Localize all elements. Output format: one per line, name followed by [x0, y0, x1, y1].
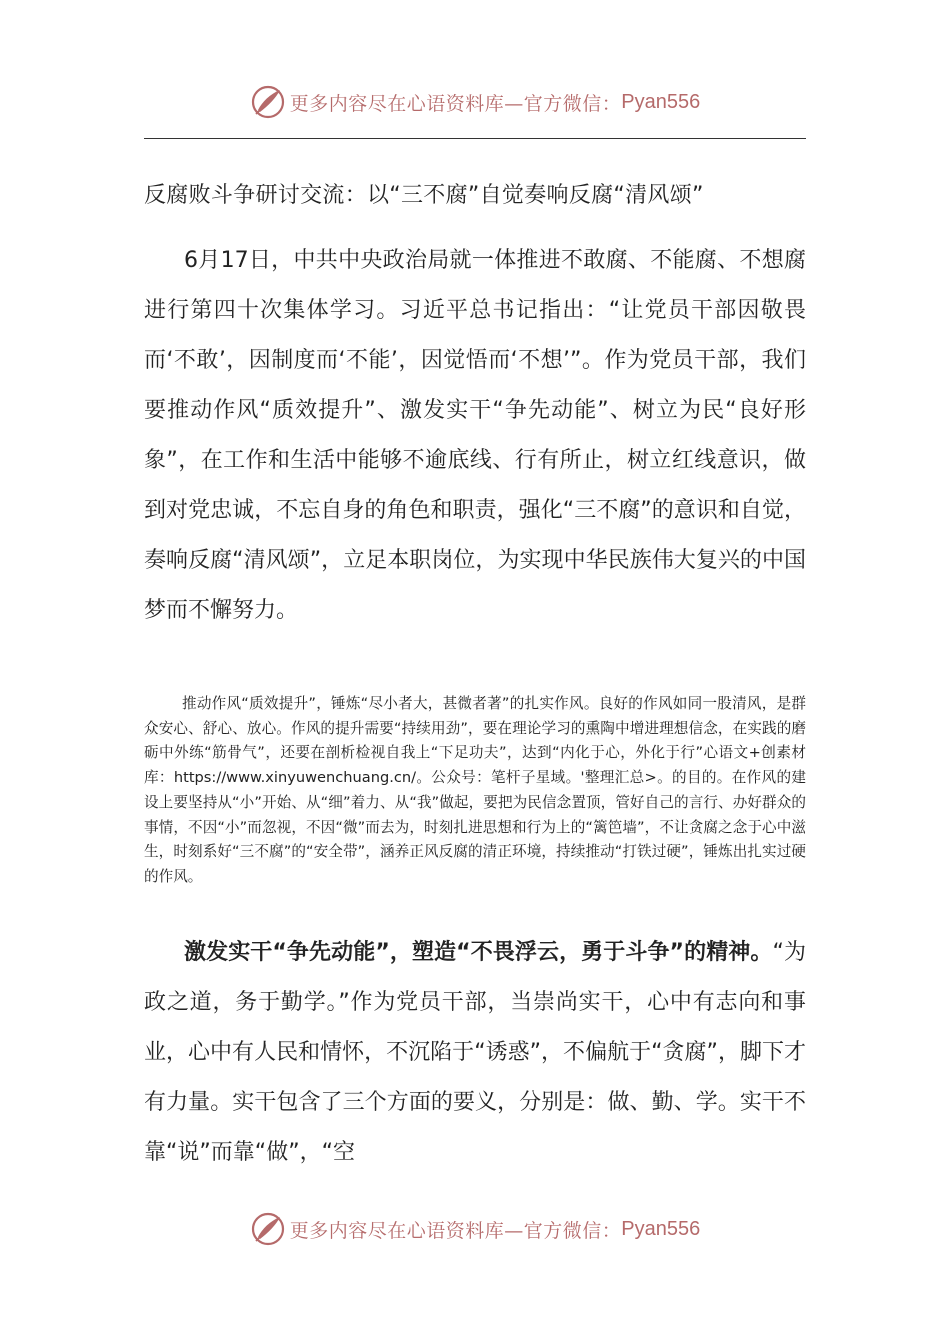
- header-banner-wechat-id: Pyan556: [621, 90, 701, 113]
- header-divider: [144, 138, 806, 139]
- quill-logo-icon: [250, 1211, 286, 1247]
- paragraph-style-improvement: 推动作风“质效提升”，锤炼“尽小者大，甚微者著”的扎实作风。良好的作风如同一股清风，是群众安心、舒心、放心。作风的提升需要“持续用劲”，要在理论学习的熏陶中增进理想信念，在实践的磨砺中外练“筋骨气”，还要在剖析检视自我上“下足功夫”，达到“内化于心，外化于行”心语文+创素材库：https://www.xinyuwenchuang.cn/。公众号：笔杆子星域。'整理汇总>。的目的。在作风的建设上要坚持从“小”开始、从“细”着力、从“我”做起，要把为民信念置顶，管好自己的言行、办好群众的事情，不因“小”而忽视，不因“微”而去为，时刻扎进思想和行为上的“篱笆墙”，不让贪腐之念于心中滋生，时刻系好“三不腐”的“安全带”，涵养正风反腐的清正环境，持续推动“打铁过硬”，锤炼出扎实过硬的作风。: [144, 695, 806, 885]
- document-title: 反腐败斗争研讨交流：以“三不腐”自觉奏响反腐“清风颂”: [144, 183, 704, 208]
- header-banner-text: 更多内容尽在心语资料库—官方微信：: [289, 92, 622, 115]
- paragraph-body: “为政之道，务于勤学。”作为党员干部，当崇尚实干，心中有志向和事业，心中有人民和情怀，不沉陷于“诱惑”，不偏航于“贪腐”，脚下才有力量。实干包含了三个方面的要义，分别是：做、勤、学。实干不靠“说”而靠“做”，“空: [144, 940, 806, 1165]
- footer-banner-text: 更多内容尽在心语资料库—官方微信：: [289, 1219, 622, 1242]
- paragraph-lead-heading: 激发实干“争先动能”，塑造“不畏浮云，勇于斗争”的精神。: [184, 940, 773, 965]
- paragraph-practical-work: [144, 928, 806, 1178]
- footer-banner-wechat-id: Pyan556: [621, 1217, 701, 1240]
- header-banner: [0, 82, 950, 122]
- paragraph-intro: 6月17日，中共中央政治局就一体推进不敢腐、不能腐、不想腐进行第四十次集体学习。习近平总书记指出：“让党员干部因敬畏而‘不敢’，因制度而‘不能’，因觉悟而‘不想’”。作为党员干部，我们要推动作风“质效提升”、激发实干“争先动能”、树立为民“良好形象”，在工作和生活中能够不逾底线、行有所止，树立红线意识，做到对党忠诚，不忘自身的角色和职责，强化“三不腐”的意识和自觉，奏响反腐“清风颂”，立足本职岗位，为实现中华民族伟大复兴的中国梦而不懈努力。: [144, 248, 806, 623]
- quill-logo-icon: [250, 84, 286, 120]
- footer-banner: [0, 1209, 950, 1249]
